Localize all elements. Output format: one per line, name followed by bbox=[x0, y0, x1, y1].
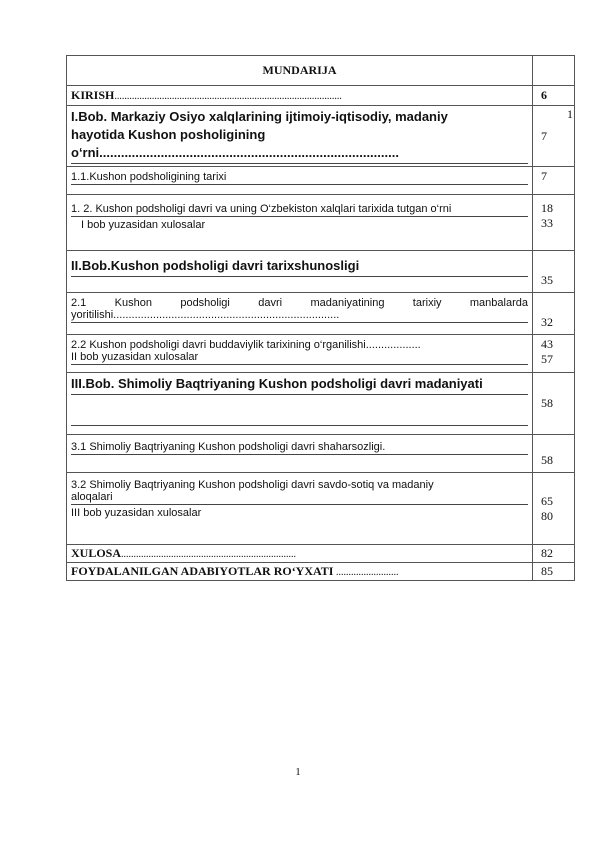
section-2-1-line-1: 2.1 Kushon podsholigi davri madaniyatining tarixiy manbalarda bbox=[71, 297, 528, 309]
toc-entry-leader: ........................................................................................... bbox=[114, 91, 342, 102]
toc-page-number: 32 bbox=[533, 293, 575, 335]
toc-entry-section-3-1 bbox=[67, 435, 533, 473]
toc-page-number: 43 bbox=[541, 337, 553, 351]
toc-entry-xulosa bbox=[67, 545, 533, 563]
chapter-1-line-2: hayotida Kushon posholigining bbox=[71, 127, 266, 142]
toc-page-number: 80 bbox=[541, 508, 553, 523]
toc-row-section-3-1 bbox=[67, 435, 575, 473]
toc-entry-label: FOYDALANILGAN ADABIYOTLAR RO‘YXATI bbox=[71, 564, 334, 578]
toc-page-number: 58 bbox=[533, 373, 575, 435]
toc-title-row bbox=[67, 56, 575, 86]
toc-entry-chapter-1 bbox=[67, 106, 533, 167]
section-2-1-line-2: yoritilishi.......................................................................... bbox=[71, 309, 528, 323]
toc-row-chapter-2 bbox=[67, 251, 575, 293]
corner-number: 1 bbox=[567, 107, 573, 121]
toc-page-numbers bbox=[533, 335, 575, 373]
toc-title-page-cell bbox=[533, 56, 575, 86]
toc-row-section-1-1 bbox=[67, 167, 575, 195]
toc-page-numbers bbox=[533, 195, 575, 251]
chapter-1-line-1: I.Bob. Markaziy Osiyo xalqlarining ijtimoiy-iqtisodiy, madaniy bbox=[71, 109, 448, 124]
toc-page-number: 57 bbox=[541, 352, 553, 366]
toc-entry-chapter-3 bbox=[67, 373, 533, 435]
toc-title: MUNDARIJA bbox=[67, 56, 533, 86]
section-3-1-label: 3.1 Shimoliy Baqtriyaning Kushon podsholigi davri shaharsozligi. bbox=[71, 441, 528, 455]
chapter-2-label: II.Bob.Kushon podsholigi davri tarixshunosligi bbox=[71, 257, 528, 277]
toc-page-number: 35 bbox=[533, 251, 575, 293]
toc-entry-adabiyot bbox=[67, 563, 533, 581]
toc-entry-section-2-2 bbox=[67, 335, 533, 373]
chapter-3-blank-rule bbox=[71, 395, 528, 426]
toc-entry-leader: ......................... bbox=[333, 567, 399, 578]
toc-row-section-3-2 bbox=[67, 473, 575, 545]
chapter-3-conclusion: III bob yuzasidan xulosalar bbox=[71, 507, 202, 519]
toc-row-section-2-1 bbox=[67, 293, 575, 335]
toc-page-number: 85 bbox=[533, 563, 575, 581]
toc-row-chapter-3 bbox=[67, 373, 575, 435]
toc-entry-leader: ...................................................................... bbox=[121, 549, 297, 560]
toc-entry-chapter-2 bbox=[67, 251, 533, 293]
table-of-contents bbox=[66, 55, 575, 581]
toc-entry-section-1-1 bbox=[67, 167, 533, 195]
section-3-2-line-1: 3.2 Shimoliy Baqtriyaning Kushon podsholigi davri savdo-sotiq va madaniy bbox=[71, 479, 434, 491]
toc-row-xulosa bbox=[67, 545, 575, 563]
toc-entry-section-1-2 bbox=[67, 195, 533, 251]
chapter-2-conclusion: II bob yuzasidan xulosalar bbox=[71, 351, 528, 365]
toc-row-adabiyot bbox=[67, 563, 575, 581]
toc-entry-label: KIRISH bbox=[71, 88, 115, 102]
toc-row-kirish bbox=[67, 86, 575, 106]
toc-row-chapter-1 bbox=[67, 106, 575, 167]
toc-page-number: 65 bbox=[541, 493, 553, 508]
toc-page-numbers bbox=[533, 473, 575, 545]
toc-page-number: 7 bbox=[533, 167, 575, 195]
toc-page-number: 82 bbox=[533, 545, 575, 563]
toc-row-section-2-2 bbox=[67, 335, 575, 373]
chapter-1-line-3: o‘rni................................................................................... bbox=[71, 144, 528, 164]
section-3-2-line-2: aloqalari bbox=[71, 491, 528, 505]
toc-entry-label: XULOSA bbox=[71, 546, 122, 560]
toc-page-number: 18 bbox=[541, 201, 553, 215]
toc-page-number: 6 bbox=[533, 86, 575, 106]
toc-entry-kirish bbox=[67, 86, 533, 106]
section-1-1-label: 1.1.Kushon podsholigining tarixi bbox=[71, 171, 528, 185]
chapter-3-label: III.Bob. Shimoliy Baqtriyaning Kushon podsholigi davri madaniyati bbox=[71, 375, 528, 395]
section-1-2-label: 1. 2. Kushon podsholigi davri va uning O‘zbekiston xalqlari tarixida tutgan o‘rni bbox=[71, 203, 528, 217]
toc-page-number: 7 bbox=[533, 106, 575, 167]
section-2-2-label: 2.2 Kushon podsholigi davri buddaviylik tarixining o‘rganilishi.................. bbox=[71, 339, 421, 351]
toc-entry-section-2-1 bbox=[67, 293, 533, 335]
toc-page-number: 33 bbox=[541, 216, 553, 230]
chapter-1-conclusion: I bob yuzasidan xulosalar bbox=[81, 219, 206, 231]
toc-entry-section-3-2 bbox=[67, 473, 533, 545]
toc-row-section-1-2 bbox=[67, 195, 575, 251]
footer-page-number: 1 bbox=[295, 766, 301, 778]
toc-page-number: 58 bbox=[533, 435, 575, 473]
